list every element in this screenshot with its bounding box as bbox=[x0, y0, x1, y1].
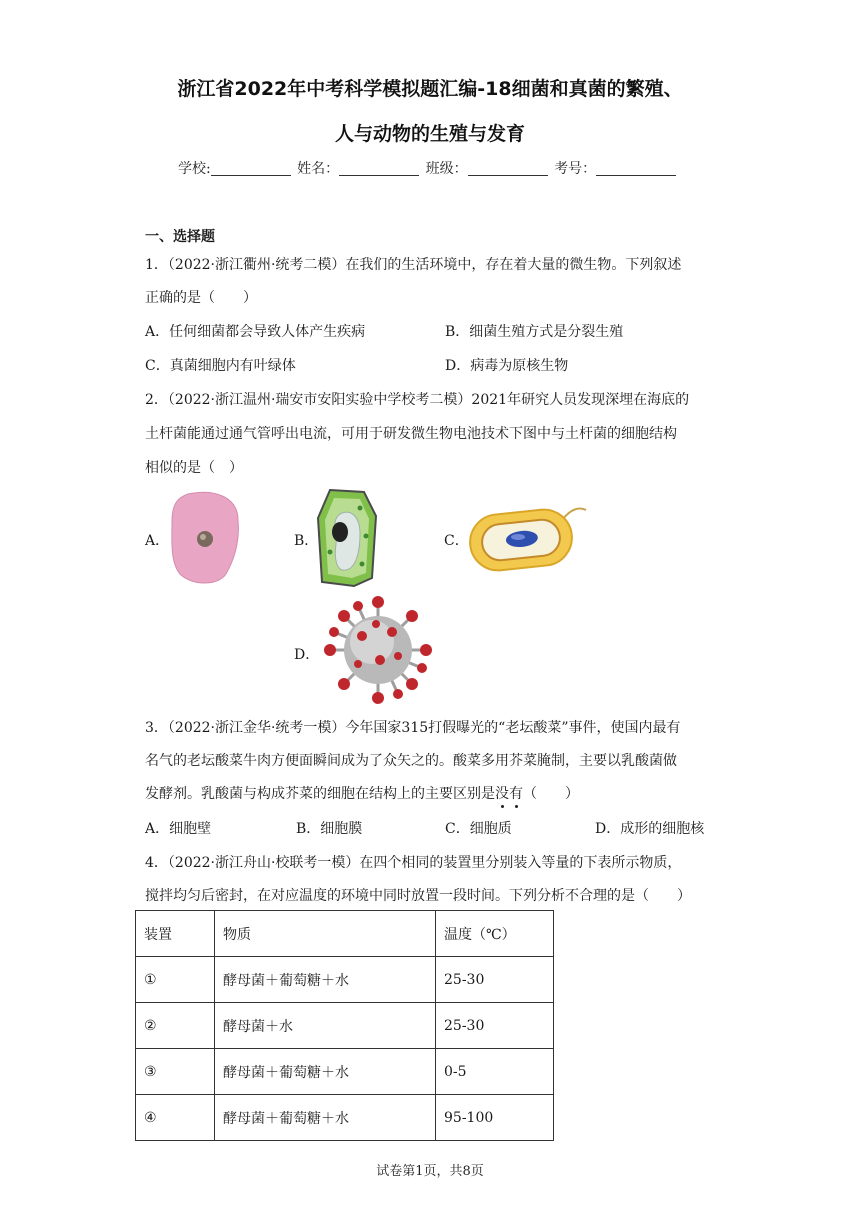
q1-stem-line-2: 正确的是（ ） bbox=[145, 290, 257, 306]
q2-label-c: C． bbox=[444, 533, 469, 549]
section-heading: 一、选择题 bbox=[145, 229, 215, 245]
table-cell: 酵母菌＋葡萄糖＋水 bbox=[215, 1049, 436, 1095]
school-label: 学校: bbox=[178, 161, 211, 177]
q1-option-a: A．任何细菌都会导致人体产生疾病 bbox=[145, 324, 366, 340]
q1-option-b: B．细菌生殖方式是分裂生殖 bbox=[445, 324, 624, 340]
plant-cell-image bbox=[316, 488, 378, 588]
table-cell: 95-100 bbox=[436, 1095, 554, 1141]
table-cell: 25-30 bbox=[436, 1003, 554, 1049]
exam-number-label: 考号： bbox=[554, 161, 597, 177]
virus-image bbox=[322, 596, 434, 704]
class-blank bbox=[468, 161, 548, 176]
table-cell: 25-30 bbox=[436, 957, 554, 1003]
table-cell: ④ bbox=[136, 1095, 215, 1141]
table-row bbox=[136, 1095, 554, 1141]
q2-stem-line-1: 2．（2022·浙江温州·瑞安市安阳实验中学校考二模）2021年研究人员发现深埋在海底的 bbox=[145, 392, 690, 408]
q3-stem-line-2: 名气的老坛酸菜牛肉方便面瞬间成为了众矢之的。酸菜多用芥菜腌制，主要以乳酸菌做 bbox=[145, 753, 677, 769]
q3-emphasis-you: 有 bbox=[509, 786, 523, 802]
animal-cell-image bbox=[168, 490, 242, 586]
table-row bbox=[136, 957, 554, 1003]
table-cell: 酵母菌＋葡萄糖＋水 bbox=[215, 1095, 436, 1141]
table-header-cell: 温度（℃） bbox=[436, 911, 554, 957]
q4-stem-line-2: 搅拌均匀后密封，在对应温度的环境中同时放置一段时间。下列分析不合理的是（ ） bbox=[145, 888, 691, 904]
q3-option-c: C．细胞质 bbox=[445, 821, 512, 837]
student-info-line bbox=[178, 158, 678, 178]
q3-stem-line-1: 3．（2022·浙江金华·统考一模）今年国家315打假曝光的“老坛酸菜”事件，使国内最有 bbox=[145, 720, 681, 736]
table-header-cell: 物质 bbox=[215, 911, 436, 957]
q2-label-b: B． bbox=[294, 533, 319, 549]
class-label: 班级： bbox=[425, 161, 468, 177]
table-row bbox=[136, 1049, 554, 1095]
q1-stem-line-1: 1．（2022·浙江衢州·统考二模）在我们的生活环境中，存在着大量的微生物。下列叙述 bbox=[145, 257, 682, 273]
q3-option-a: A．细胞壁 bbox=[145, 821, 212, 837]
title-line-2: 人与动物的生殖与发育 bbox=[334, 123, 525, 145]
table-cell: 酵母菌＋水 bbox=[215, 1003, 436, 1049]
q4-table bbox=[135, 910, 554, 1141]
q2-label-d: D． bbox=[294, 647, 320, 663]
table-header-row bbox=[136, 911, 554, 957]
q3-option-d: D．成形的细胞核 bbox=[595, 821, 705, 837]
q2-stem-line-2: 土杆菌能通过通气管呼出电流，可用于研发微生物电池技术下图中与土杆菌的细胞结构 bbox=[145, 426, 677, 442]
q1-option-d: D．病毒为原核生物 bbox=[445, 358, 569, 374]
q3-option-b: B．细胞膜 bbox=[296, 821, 363, 837]
table-cell: ② bbox=[136, 1003, 215, 1049]
name-blank bbox=[339, 161, 419, 176]
q2-stem-line-3: 相似的是（ ） bbox=[145, 460, 243, 476]
q3-stem-line-3-text: 发酵剂。乳酸菌与构成芥菜的细胞在结构上的主要区别是 bbox=[145, 786, 495, 802]
school-blank bbox=[211, 161, 291, 176]
table-header-cell: 装置 bbox=[136, 911, 215, 957]
table-cell: 酵母菌＋葡萄糖＋水 bbox=[215, 957, 436, 1003]
bacterium-image bbox=[466, 502, 590, 572]
q1-option-c: C．真菌细胞内有叶绿体 bbox=[145, 358, 296, 374]
name-label: 姓名： bbox=[297, 161, 340, 177]
table-cell: ① bbox=[136, 957, 215, 1003]
q4-stem-line-1: 4．（2022·浙江舟山·校联考一模）在四个相同的装置里分别装入等量的下表所示物质， bbox=[145, 855, 682, 871]
table-row bbox=[136, 1003, 554, 1049]
table-cell: ③ bbox=[136, 1049, 215, 1095]
table-cell: 0-5 bbox=[436, 1049, 554, 1095]
title-line-1: 浙江省2022年中考科学模拟题汇编-18细菌和真菌的繁殖、 bbox=[177, 78, 683, 100]
page-footer: 试卷第1页，共8页 bbox=[376, 1164, 484, 1179]
q3-emphasis-mei: 没 bbox=[495, 786, 509, 802]
q3-stem-line-3 bbox=[145, 783, 579, 803]
exam-number-blank bbox=[596, 161, 676, 176]
q2-label-a: A． bbox=[145, 533, 170, 549]
q3-stem-blank: （ ） bbox=[523, 786, 579, 802]
